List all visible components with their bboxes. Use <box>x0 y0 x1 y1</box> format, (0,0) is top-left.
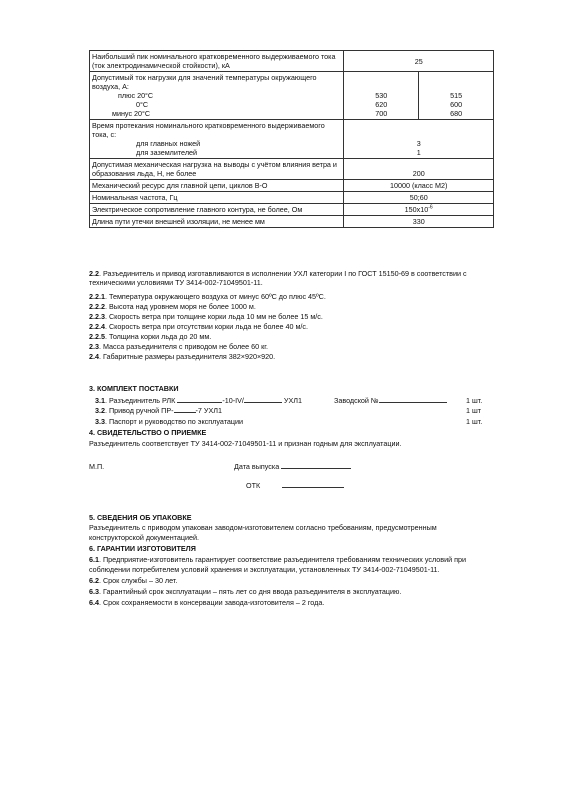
packing-text: конструкторской документацией. <box>89 533 200 542</box>
qc-label: ОТК <box>246 481 344 490</box>
serial-number-blank <box>379 402 447 403</box>
list-item: 2.3. Масса разъединителя с приводом не более 60 кг. <box>89 342 269 351</box>
param-value <box>344 120 494 159</box>
resistance-exponent: -6 <box>428 204 433 211</box>
qc-signature-blank <box>282 487 344 488</box>
para-2-2 <box>89 269 495 287</box>
list-item: 2.2.1. Температура окружающего воздуха от минус 60ºС до плюс 45ºС. <box>89 292 326 301</box>
sub-label: для главных ножей <box>136 139 201 148</box>
section-3-heading: 3. КОМПЛЕКТ ПОСТАВКИ <box>89 384 179 393</box>
warranty-item-1-cont: соблюдении потребителем условий хранения и эксплуатации, установленных ТУ 3414-002-71049501-11. <box>89 565 440 574</box>
table-row <box>90 192 494 204</box>
quantity: 1 шт. <box>466 396 483 405</box>
list-item: 2.2.2. Высота над уровнем моря не более 1000 м. <box>89 302 256 311</box>
packing-text: Разъединитель с приводом упакован заводом-изготовителем согласно требованиям, предусмотренным <box>89 523 437 532</box>
param-title: Допустимый ток нагрузки для значений температуры окружающего воздуха, А: <box>92 73 317 91</box>
param-label: Номинальная частота, Гц <box>90 192 344 204</box>
value-cell: 515 <box>450 91 463 100</box>
value-cell: 600 <box>450 100 463 109</box>
sub-label: 0°С <box>136 100 149 109</box>
sub-label: минус 20°С <box>112 109 151 118</box>
table-row <box>90 204 494 216</box>
section-6-heading: 6. ГАРАНТИИ ИЗГОТОВИТЕЛЯ <box>89 544 196 553</box>
param-value: 330 <box>344 216 494 228</box>
quantity: 1 шт <box>466 406 482 415</box>
param-value <box>419 72 494 120</box>
param-label: Электрическое сопротивление главного контура, не более, Ом <box>90 204 344 216</box>
para-text: . Разъединитель и привод изготавливаются в исполнении УХЛ категории I по ГОСТ 15150-69 в соответствии с техническими условиями ТУ 3414-002-71049501-11. <box>89 269 467 287</box>
param-label: Наибольший пик номинального кратковременного выдерживаемого тока (ток электродинамической стойкости), кА <box>90 51 344 72</box>
value-cell: 680 <box>450 109 463 118</box>
param-label <box>90 120 344 159</box>
param-value: 10000 (класс М2) <box>344 180 494 192</box>
param-value: 50;60 <box>344 192 494 204</box>
table-row <box>90 180 494 192</box>
table-row <box>90 120 494 159</box>
list-item: 6.3. Гарантийный срок эксплуатации – пять лет со дня ввода разъединителя в эксплуатацию. <box>89 587 402 596</box>
list-item: 2.4. Габаритные размеры разъединителя 382×920×920. <box>89 352 276 361</box>
para-number: 2.2 <box>89 269 99 278</box>
section-4-heading: 4. СВИДЕТЕЛЬСТВО О ПРИЕМКЕ <box>89 428 207 437</box>
value-cell: 700 <box>375 109 388 118</box>
table-row <box>90 72 494 120</box>
acceptance-text: Разъединитель соответствует ТУ 3414-002-71049501-11 и признан годным для эксплуатации. <box>89 439 402 448</box>
table-row <box>90 159 494 180</box>
value-cell: 530 <box>375 91 388 100</box>
specs-table <box>89 50 494 228</box>
stamp-label: М.П. <box>89 462 105 471</box>
model-blank <box>177 402 222 403</box>
resistance-value: 150x10 <box>404 205 429 214</box>
release-date-blank <box>281 468 351 469</box>
value-cell: 3 <box>416 139 421 148</box>
drive-type-blank <box>174 412 196 413</box>
value-cell: 620 <box>375 100 388 109</box>
delivery-item-1: 3.1. Разъединитель РЛК -10-IV/ УХЛ1 <box>95 396 302 405</box>
table-row <box>90 216 494 228</box>
sub-label: плюс 20°С <box>118 91 154 100</box>
release-date-label: Дата выпуска <box>234 462 351 471</box>
delivery-item-3: 3.3. Паспорт и руководство по эксплуатации <box>95 417 244 426</box>
param-value: 200 <box>344 159 494 180</box>
sub-label: для заземлителей <box>136 148 198 157</box>
warranty-item-1: 6.1. Предприятие-изготовитель гарантирует соответствие разъединителя требованиям технических условий при <box>89 555 467 564</box>
list-item: 2.2.4. Скорость ветра при отсутствии корки льда не более 40 м/с. <box>89 322 309 331</box>
table-row <box>90 51 494 72</box>
value-cell: 1 <box>416 148 421 157</box>
param-label: Длина пути утечки внешней изоляции, не менее мм <box>90 216 344 228</box>
param-value: 25 <box>344 51 494 72</box>
param-label <box>90 72 344 120</box>
serial-label: Заводской № <box>334 396 447 405</box>
list-item: 2.2.5. Толщина корки льда до 20 мм. <box>89 332 212 341</box>
variant-blank <box>244 402 282 403</box>
param-label: Допустимая механическая нагрузка на выводы с учётом влияния ветра и образования льда, Н, не более <box>90 159 344 180</box>
quantity: 1 шт. <box>466 417 483 426</box>
list-item: 6.4. Срок сохраняемости в консервации завода-изготовителя – 2 года. <box>89 598 325 607</box>
param-label: Механический ресурс для главной цепи, циклов В-О <box>90 180 344 192</box>
param-value <box>344 204 494 216</box>
delivery-item-2: 3.2. Привод ручной ПР- -7 УХЛ1 <box>95 406 222 415</box>
list-item: 2.2.3. Скорость ветра при толщине корки льда 10 мм не более 15 м/с. <box>89 312 323 321</box>
param-value <box>344 72 419 120</box>
list-item: 6.2. Срок службы – 30 лет. <box>89 576 178 585</box>
section-5-heading: 5. СВЕДЕНИЯ ОБ УПАКОВКЕ <box>89 513 192 522</box>
param-title: Время протекания номинального кратковременного выдерживаемого тока, с: <box>92 121 325 139</box>
